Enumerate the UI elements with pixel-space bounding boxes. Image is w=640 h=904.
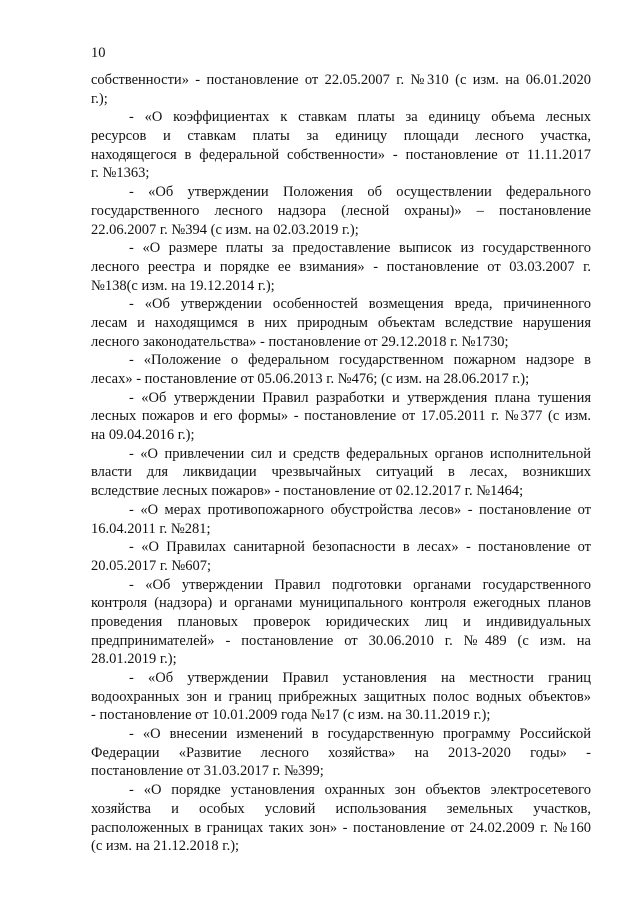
list-item (91, 781, 591, 856)
text-line: контроля (надзора) и органами муниципального контроля ежегодных планов (91, 595, 591, 612)
text-line: - «О привлечении сил и средств федеральных органов исполнительной (129, 445, 591, 462)
text-line: вследствие лесных пожаров» - постановление от 02.12.2017 г. №1464; (91, 483, 524, 500)
text-line: собственности» - постановление от 22.05.2007 г. №310 (с изм. на 06.01.2020 (91, 72, 591, 88)
text-line: постановление от 31.03.2017 г. №399; (91, 763, 324, 780)
text-line: г.); (91, 90, 108, 107)
text-line: лесам и находящимся в них природным объектам вследствие нарушения (91, 314, 591, 331)
text-line: - «О коэффициентах к ставкам платы за единицу объема лесных (129, 109, 591, 126)
text-line: лесного законодательства» - постановление от 29.12.2018 г. №1730; (91, 333, 509, 350)
text-line: ресурсов и ставкам платы за единицу площади лесного участка, (91, 128, 591, 145)
text-line: Федерации «Развитие лесного хозяйства» на 2013-2020 годы» - (91, 744, 591, 761)
text-line: - «О внесении изменений в государственную программу Российской (129, 726, 591, 743)
text-line: находящегося в федеральной собственности» - постановление от 11.11.2017 (91, 146, 591, 163)
text-line: - «Об утверждении Правил разработки и утверждения плана тушения (129, 389, 591, 406)
text-line: 28.01.2019 г.); (91, 651, 177, 668)
text-line: - «О Правилах санитарной безопасности в лесах» - постановление от (129, 539, 591, 556)
text-line: - «О порядке установления охранных зон объектов электросетевого (129, 782, 591, 799)
text-line: хозяйства и особых условий использования земельных участков, (91, 800, 591, 817)
list-item (91, 183, 591, 239)
document-body (91, 71, 591, 856)
list-item (91, 351, 591, 388)
list-item (91, 576, 591, 669)
text-line: - «Об утверждении Положения об осуществлении федерального (129, 184, 591, 201)
text-line: водоохранных зон и границ прибрежных защитных полос водных объектов» (91, 688, 591, 705)
text-line: проведения плановых проверок юридических лиц и индивидуальных (91, 613, 591, 630)
list-item (91, 295, 591, 351)
list-item (91, 538, 591, 575)
list-item (91, 669, 591, 725)
text-line: г. №1363; (91, 165, 150, 182)
text-line: лесных пожаров и его формы» - постановление от 17.05.2011 г. №377 (с изм. (91, 408, 591, 425)
list-item (91, 445, 591, 501)
page-number: 10 (91, 45, 106, 61)
list-item (91, 725, 591, 781)
text-line: - «Об утверждении Правил установления на местности границ (129, 670, 591, 686)
text-line: 22.06.2007 г. №394 (с изм. на 02.03.2019 г.); (91, 221, 359, 238)
text-line: (с изм. на 21.12.2018 г.); (91, 838, 240, 855)
text-line: государственного лесного надзора (лесной охраны)» – постановление (91, 202, 591, 219)
text-line: 20.05.2017 г. №607; (91, 557, 212, 574)
text-line: - «Положение о федеральном государственном пожарном надзоре в (129, 352, 591, 369)
text-line: расположенных в границах таких зон» - постановление от 24.02.2009 г. №160 (91, 819, 591, 836)
text-line: на 09.04.2016 г.); (91, 427, 195, 444)
text-line: - «Об утверждении Правил подготовки органами государственного (129, 576, 591, 593)
text-line: - постановление от 10.01.2009 года №17 (с изм. на 30.11.2019 г.); (91, 707, 491, 724)
text-line: - «О размере платы за предоставление выписок из государственного (129, 240, 591, 257)
paragraph (91, 71, 591, 108)
text-line: 16.04.2011 г. №281; (91, 520, 211, 537)
list-item (91, 501, 591, 538)
list-item (91, 239, 591, 295)
list-item (91, 389, 591, 445)
text-line: - «Об утверждении особенностей возмещения вреда, причиненного (129, 296, 591, 313)
text-line: лесах» - постановление от 05.06.2013 г. №476; (с изм. на 28.06.2017 г.); (91, 371, 530, 387)
list-item (91, 108, 591, 183)
text-line: власти для ликвидации чрезвычайных ситуаций в лесах, возникших (91, 464, 591, 481)
text-line: предпринимателей» - постановление от 30.06.2010 г. №489 (с изм. на (91, 632, 591, 649)
text-line: лесного реестра и порядке ее взимания» - постановление от 03.03.2007 г. (91, 258, 591, 275)
text-line: - «О мерах противопожарного обустройства лесов» - постановление от (129, 501, 591, 518)
text-line: №138(с изм. на 19.12.2014 г.); (91, 277, 275, 294)
